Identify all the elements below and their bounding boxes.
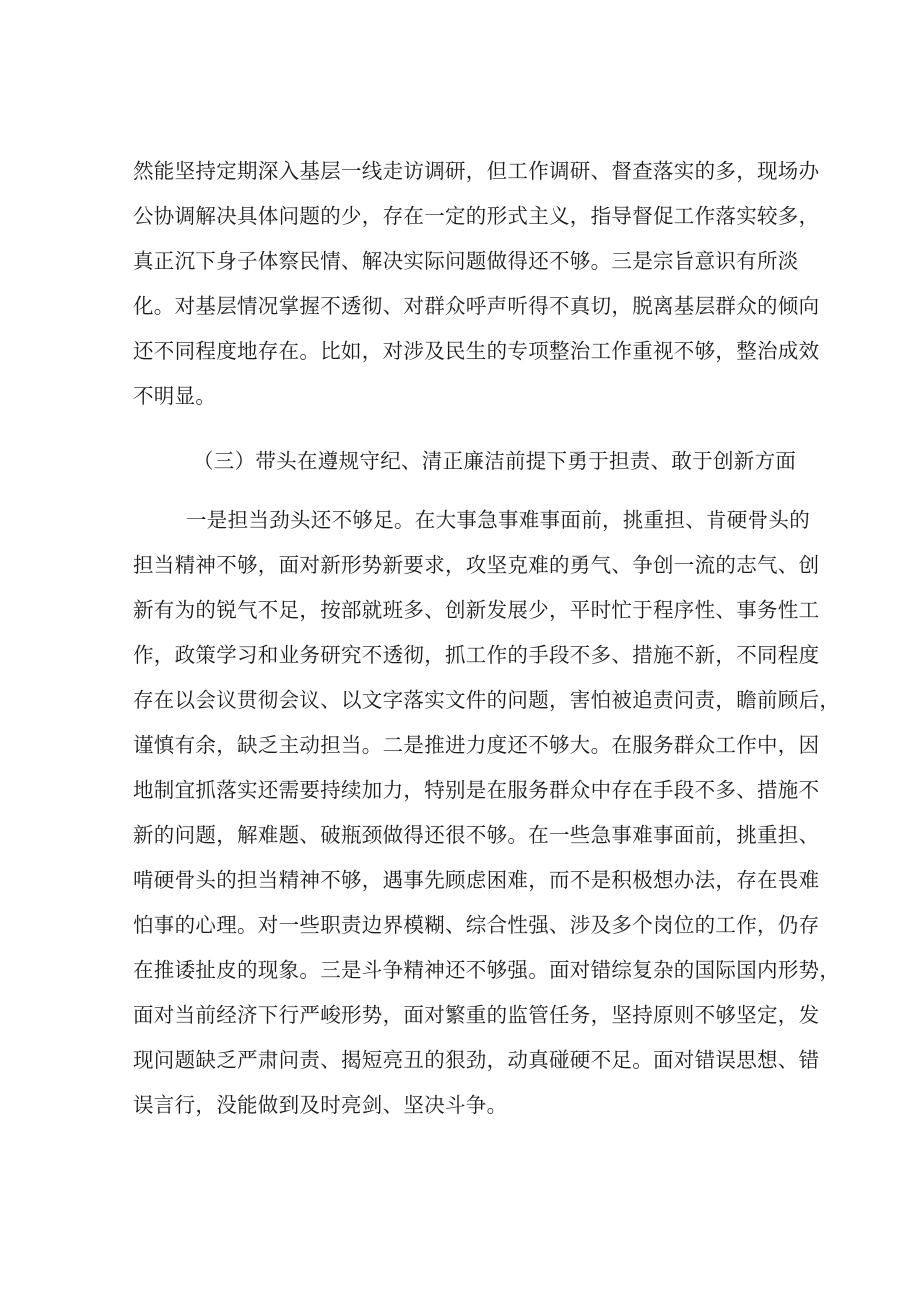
section-heading: （三）带头在遵规守纪、清正廉洁前提下勇于担责、敢于创新方面	[193, 449, 797, 473]
text-line: 啃硬骨头的担当精神不够，遇事先顾虑困难，而不是积极想办法，存在畏难	[133, 868, 820, 892]
text-line: 存在以会议贯彻会议、以文字落实文件的问题，害怕被追责问责，瞻前顾后，	[133, 688, 841, 712]
text-line: 真正沉下身子体察民情、解决实际问题做得还不够。三是宗旨意识有所淡	[133, 249, 799, 273]
text-line: 不明显。	[133, 384, 217, 408]
text-line: 新的问题，解难题、破瓶颈做得还很不够。在一些急事难事面前，挑重担、	[133, 823, 820, 847]
text-line: 作，政策学习和业务研究不透彻，抓工作的手段不多、措施不新，不同程度	[133, 643, 820, 667]
text-line: 一是担当劲头还不够足。在大事急事难事面前，挑重担、肯硬骨头的	[186, 508, 810, 532]
text-line: 然能坚持定期深入基层一线走访调研，但工作调研、督查落实的多，现场办	[133, 159, 820, 183]
text-line: 谨慎有余，缺乏主动担当。二是推进力度还不够大。在服务群众工作中，因	[133, 733, 820, 757]
text-line: 担当精神不够，面对新形势新要求，攻坚克难的勇气、争创一流的志气、创	[133, 553, 820, 577]
text-line: 面对当前经济下行严峻形势，面对繁重的监管任务，坚持原则不够坚定，发	[133, 1003, 820, 1027]
text-line: 新有为的锐气不足，按部就班多、创新发展少，平时忙于程序性、事务性工	[133, 598, 820, 622]
text-line: 公协调解决具体问题的少，存在一定的形式主义，指导督促工作落实较多，	[133, 204, 820, 228]
text-line: 误言行，没能做到及时亮剑、坚决斗争。	[133, 1093, 508, 1117]
text-line: 地制宜抓落实还需要持续加力，特别是在服务群众中存在手段不多、措施不	[133, 778, 820, 802]
text-line: 化。对基层情况掌握不透彻、对群众呼声听得不真切，脱离基层群众的倾向	[133, 294, 820, 318]
text-line: 在推诿扯皮的现象。三是斗争精神还不够强。面对错综复杂的国际国内形势，	[133, 958, 841, 982]
text-line: 怕事的心理。对一些职责边界模糊、综合性强、涉及多个岗位的工作，仍存	[133, 913, 820, 937]
text-line: 现问题缺乏严肃问责、揭短亮丑的狠劲，动真碰硬不足。面对错误思想、错	[133, 1048, 820, 1072]
text-line: 还不同程度地存在。比如，对涉及民生的专项整治工作重视不够，整治成效	[133, 339, 820, 363]
